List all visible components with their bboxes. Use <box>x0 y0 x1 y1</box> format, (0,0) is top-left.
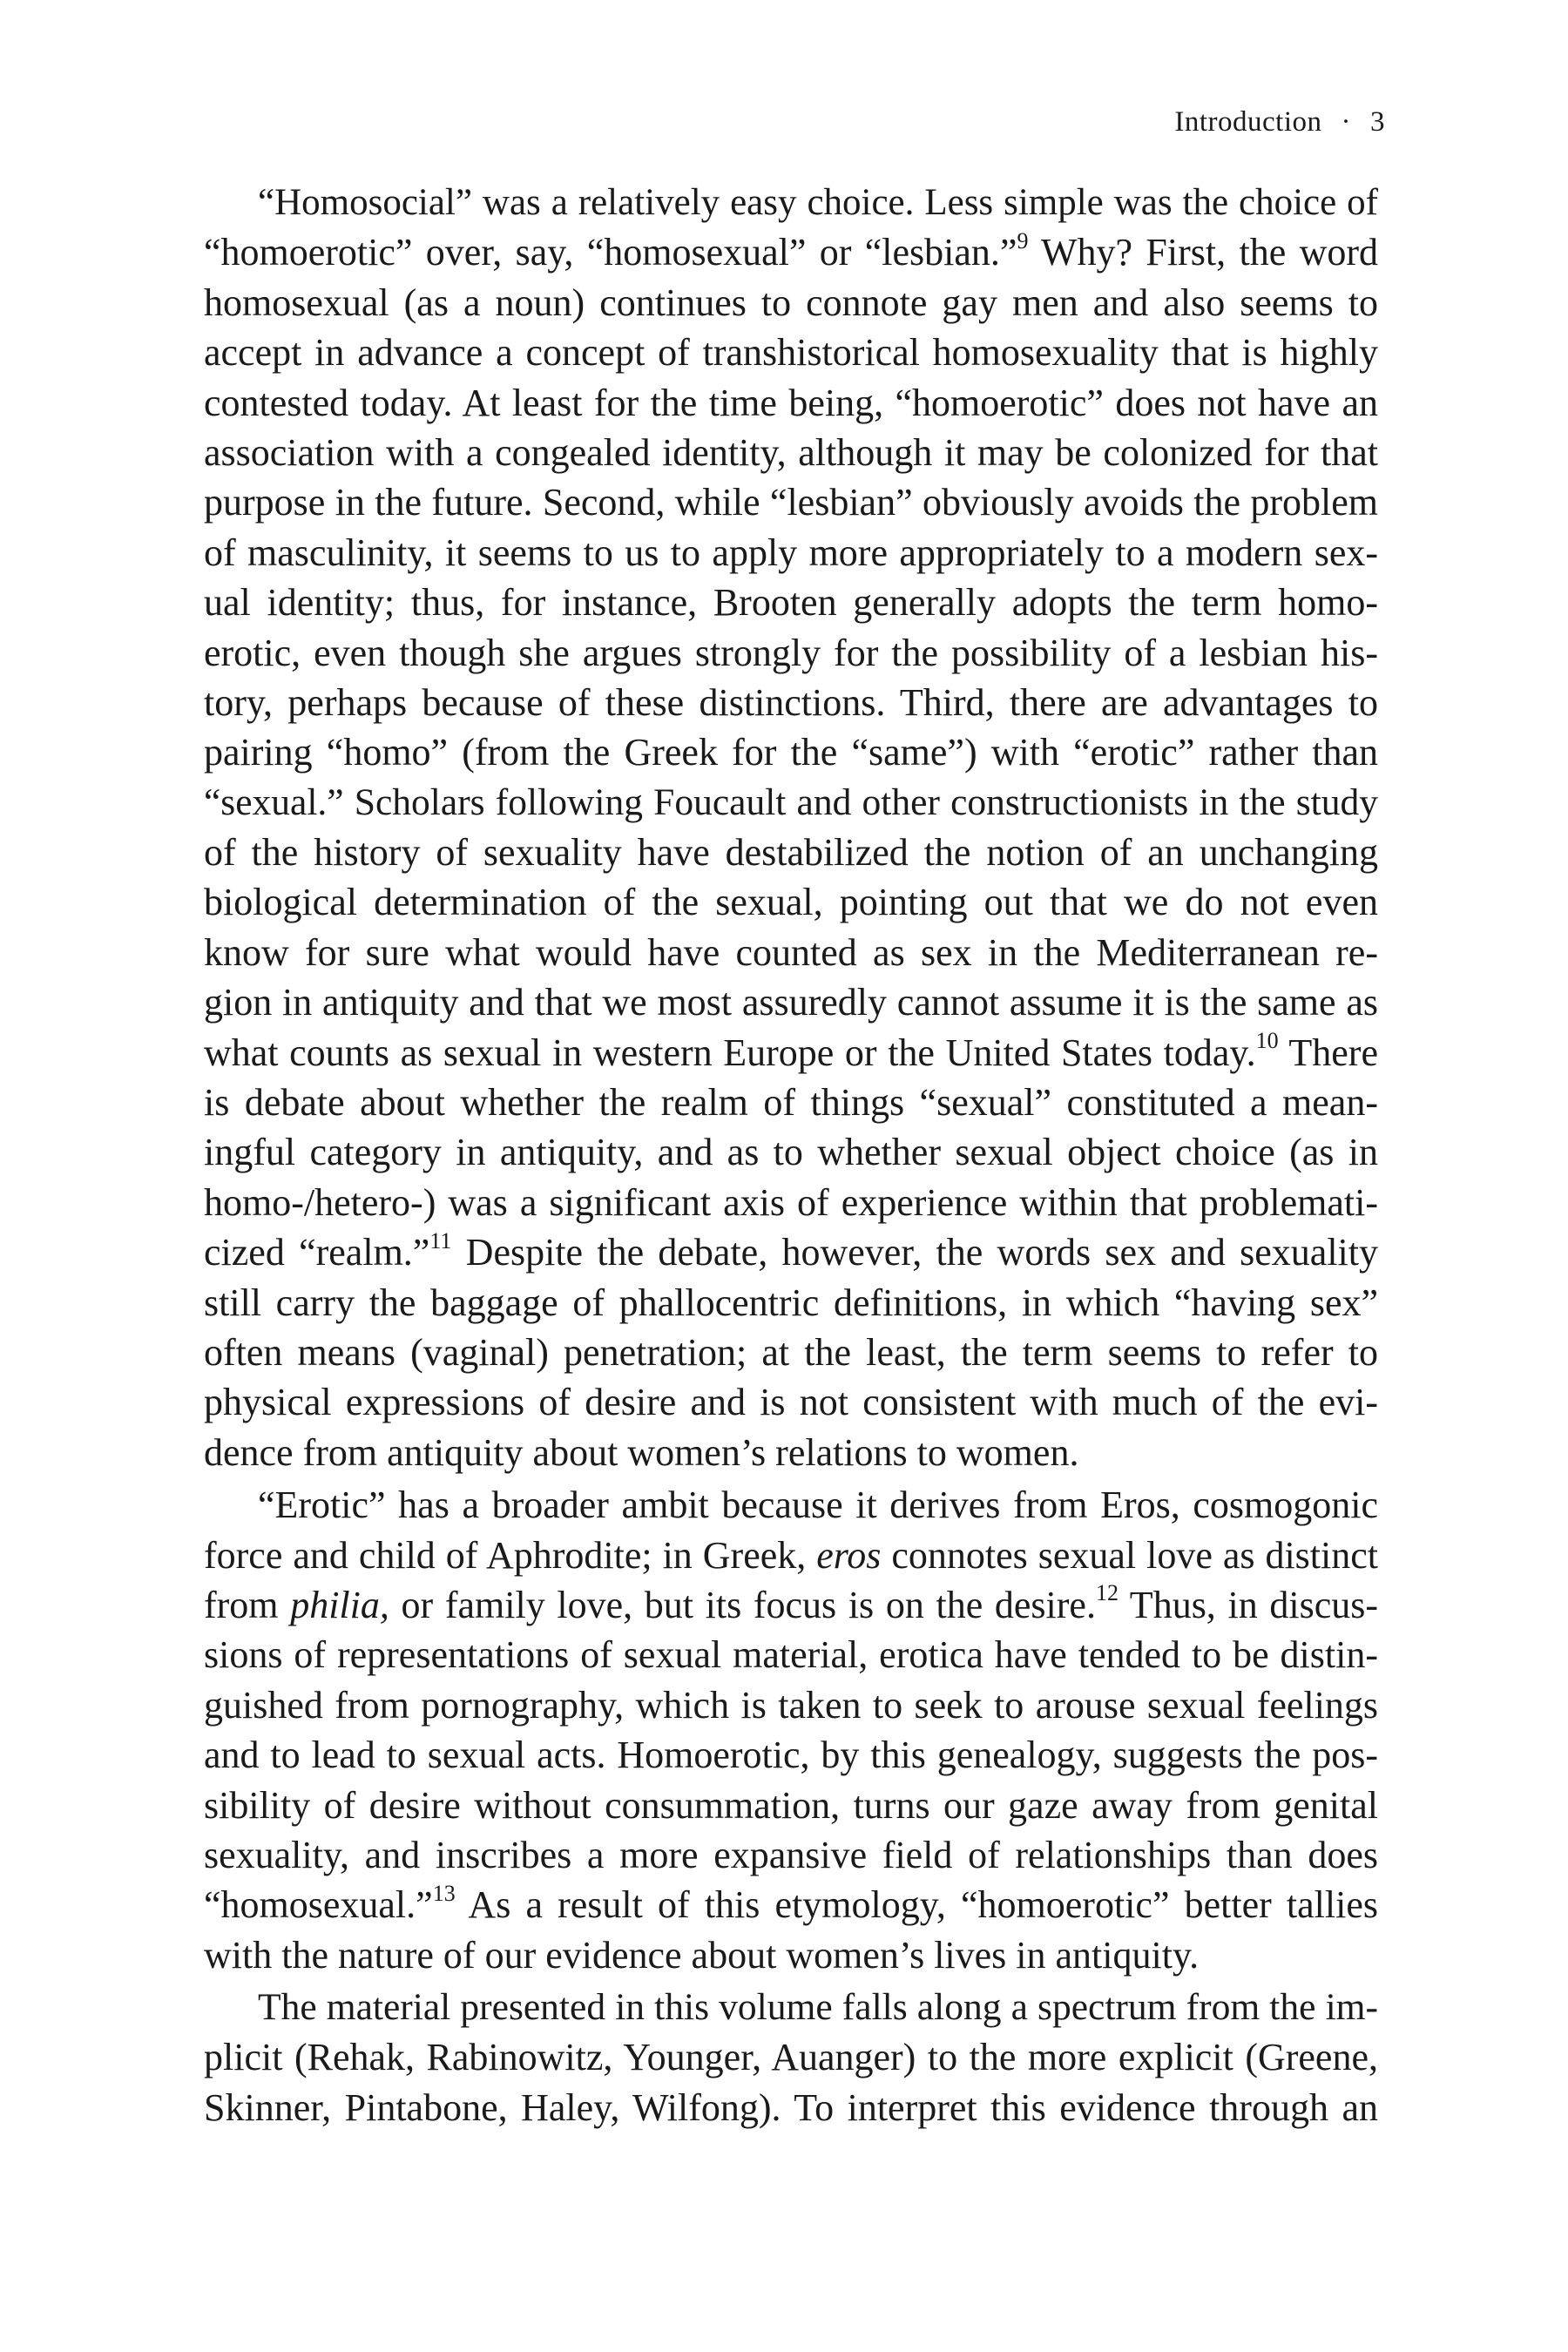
text-line: often means (vaginal) penetration; at the least, the term seems to refer to <box>204 1330 1378 1374</box>
text-line: sexuality, and inscribes a more expansive field of relationships than does <box>204 1833 1378 1876</box>
text-line: “sexual.” Scholars following Foucault and other constructionists in the study <box>204 781 1378 823</box>
header-separator: · <box>1341 106 1351 138</box>
text-line: force and child of Aphrodite; in Greek, eros connotes sexual love as distinct <box>204 1533 1378 1577</box>
text-line: sions of representations of sexual material, erotica have tended to be distin- <box>204 1633 1378 1677</box>
text-line: ual identity; thus, for instance, Brooten generally adopts the term homo- <box>204 581 1378 625</box>
text-line: homosexual (as a noun) continues to connote gay men and also seems to <box>204 280 1378 324</box>
text-line: Skinner, Pintabone, Haley, Wilfong). To interpret this evidence through an <box>204 2085 1378 2129</box>
text-line: accept in advance a concept of transhistorical homosexuality that is highly <box>204 331 1378 375</box>
text-line: cized “realm.”$^{11}$ Despite the debate, however, the words sex and sexuality <box>204 1227 1379 1274</box>
footnote-ref: 10 <box>1255 1027 1279 1053</box>
text-line: erotic, even though she argues strongly for the possibility of a lesbian his- <box>204 631 1378 674</box>
text-line: with the nature of our evidence about women’s lives in antiquity. <box>204 1933 1200 1977</box>
text-line: The material presented in this volume falls along a spectrum from the im- <box>258 1986 1378 2029</box>
text-line: homo-/hetero-) was a significant axis of experience within that problemati- <box>204 1180 1378 1224</box>
text-line: contested today. At least for the time being, “homoerotic” does not have an <box>204 381 1378 424</box>
text-line: sibility of desire without consummation, turns our gaze away from genital <box>204 1783 1378 1827</box>
text-line: ingful category in antiquity, and as to whether sexual object choice (as in <box>204 1131 1378 1174</box>
page-number: 3 <box>1370 106 1385 138</box>
running-head <box>1174 108 1385 137</box>
text-line: biological determination of the sexual, pointing out that we do not even <box>204 881 1378 924</box>
text-line: tory, perhaps because of these distinctions. Third, there are advantages to <box>204 680 1378 724</box>
text-line: what counts as sexual in western Europe or the United States today.$^{10}$ There <box>204 1027 1378 1074</box>
footnote-ref: 11 <box>429 1227 452 1254</box>
text-line: is debate about whether the realm of things “sexual” constituted a mean- <box>204 1081 1378 1125</box>
text-line: “Homosocial” was a relatively easy choice. Less simple was the choice of <box>258 182 1378 223</box>
body-text <box>204 178 1378 2132</box>
text-line: “Erotic” has a broader ambit because it derives from Eros, cosmogonic <box>258 1484 1378 1527</box>
footnote-ref: 9 <box>1017 227 1029 253</box>
text-line: of masculinity, it seems to us to apply more appropriately to a modern sex- <box>204 531 1378 574</box>
section-title: Introduction <box>1174 106 1322 138</box>
footnote-ref: 12 <box>1095 1580 1119 1606</box>
text-line: dence from antiquity about women’s relations to women. <box>204 1430 1079 1474</box>
text-line: plicit (Rehak, Rabinowitz, Younger, Auanger) to the more explicit (Greene, <box>204 2036 1378 2079</box>
text-line: physical expressions of desire and is not consistent with much of the evi- <box>204 1381 1378 1424</box>
italic-term: philia, <box>290 1583 389 1626</box>
italic-term: eros <box>816 1533 882 1577</box>
text-line: still carry the baggage of phallocentric definitions, in which “having sex” <box>204 1281 1378 1324</box>
footnote-ref: 13 <box>432 1880 456 1906</box>
text-line: “homosexual.”$^{13}$ As a result of this etymology, “homoerotic” better tallies <box>204 1880 1378 1927</box>
text-line: know for sure what would have counted as sex in the Mediterranean re- <box>204 930 1378 974</box>
text-line: purpose in the future. Second, while “lesbian” obviously avoids the problem <box>204 481 1378 524</box>
text-line: association with a congealed identity, although it may be colonized for that <box>204 430 1378 474</box>
text-line: of the history of sexuality have destabilized the notion of an unchanging <box>204 831 1378 875</box>
text-line: and to lead to sexual acts. Homoerotic, by this genealogy, suggests the pos- <box>204 1734 1378 1777</box>
text-line: from philia, or family love, but its focus is on the desire.$^{12}$ Thus, in discus- <box>204 1580 1378 1626</box>
text-line: gion in antiquity and that we most assuredly cannot assume it is the same as <box>204 981 1378 1024</box>
text-line: pairing “homo” (from the Greek for the “same”) with “erotic” rather than <box>204 731 1378 774</box>
text-line: “homoerotic” over, say, “homosexual” or “lesbian.”$^9$ Why? First, the word <box>204 227 1378 274</box>
text-line: guished from pornography, which is taken to seek to arouse sexual feelings <box>204 1683 1378 1727</box>
